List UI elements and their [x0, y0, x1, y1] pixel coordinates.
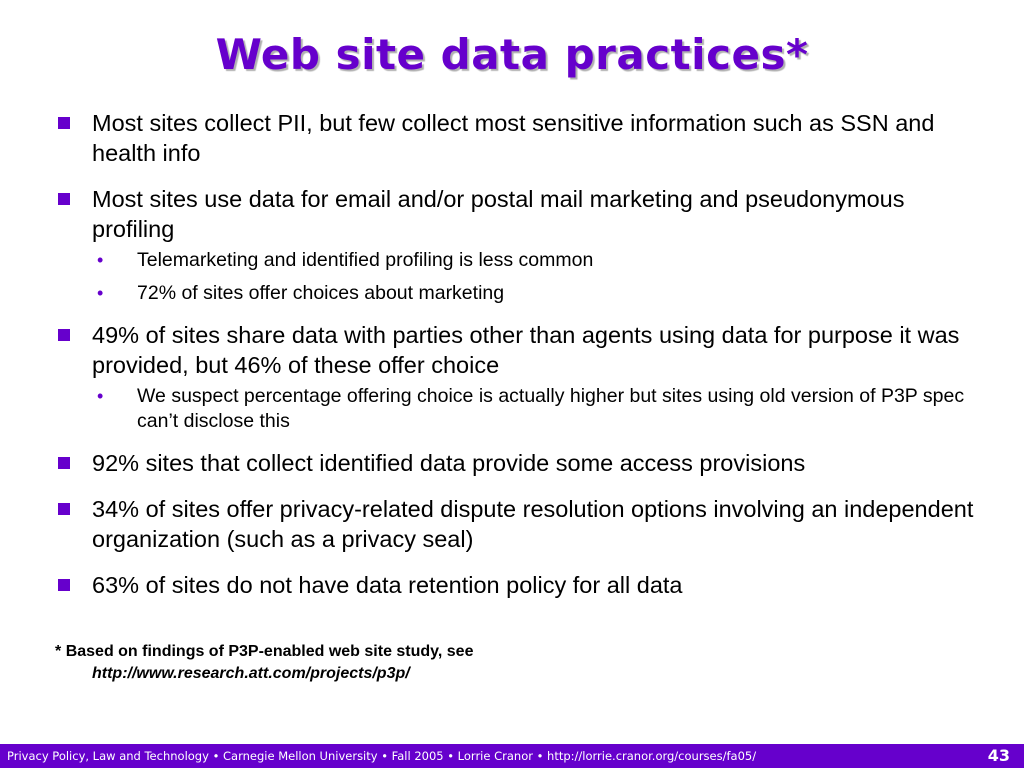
square-bullet-icon [58, 117, 70, 129]
bullet-text: 63% of sites do not have data retention policy for all data [92, 572, 683, 598]
bullet-item [55, 320, 975, 380]
square-bullet-icon [58, 503, 70, 515]
page-number: 43 [987, 746, 1010, 765]
sub-bullet-item [92, 248, 975, 273]
bullet-item [55, 108, 975, 168]
bullet-text: Most sites use data for email and/or postal mail marketing and pseudonymous profiling [92, 186, 905, 242]
dot-bullet-icon: • [97, 283, 104, 303]
sub-bullet-list [55, 384, 975, 434]
bullet-item [55, 494, 975, 554]
bullet-text: 92% sites that collect identified data provide some access provisions [92, 450, 806, 476]
footnote-text: Based on findings of P3P-enabled web site study, see [65, 643, 474, 660]
sub-bullet-text: We suspect percentage offering choice is actually higher but sites using old version of P3P spec can’t disclose this [137, 385, 965, 432]
bullet-text: 34% of sites offer privacy-related dispute resolution options involving an independent organization (such as a privacy seal) [92, 496, 974, 552]
sub-bullet-list [55, 248, 975, 306]
slide-title: Web site data practices* [215, 30, 809, 79]
sub-bullet-text: Telemarketing and identified profiling is less common [137, 249, 594, 271]
footnote [55, 641, 473, 685]
footer-bar [0, 744, 1024, 768]
bullet-text: 49% of sites share data with parties other than agents using data for purpose it was provided, but 46% of these offer choice [92, 322, 960, 378]
bullet-text: Most sites collect PII, but few collect most sensitive information such as SSN and health info [92, 110, 935, 166]
sub-bullet-text: 72% of sites offer choices about marketing [137, 282, 505, 304]
footer-text: Privacy Policy, Law and Technology • Carnegie Mellon University • Fall 2005 • Lorrie Cranor • http://lorrie.cranor.org/courses/fa05/ [7, 749, 757, 763]
dot-bullet-icon: • [97, 386, 104, 406]
bullet-list [55, 108, 975, 616]
dot-bullet-icon: • [97, 250, 104, 270]
footnote-marker: * [55, 643, 62, 660]
square-bullet-icon [58, 193, 70, 205]
square-bullet-icon [58, 457, 70, 469]
bullet-item [55, 570, 975, 600]
footnote-url-link[interactable]: http://www.research.att.com/projects/p3p/ [92, 665, 410, 682]
square-bullet-icon [58, 579, 70, 591]
sub-bullet-item [92, 281, 975, 306]
square-bullet-icon [58, 329, 70, 341]
bullet-item [55, 448, 975, 478]
sub-bullet-item [92, 384, 975, 434]
bullet-item [55, 184, 975, 244]
